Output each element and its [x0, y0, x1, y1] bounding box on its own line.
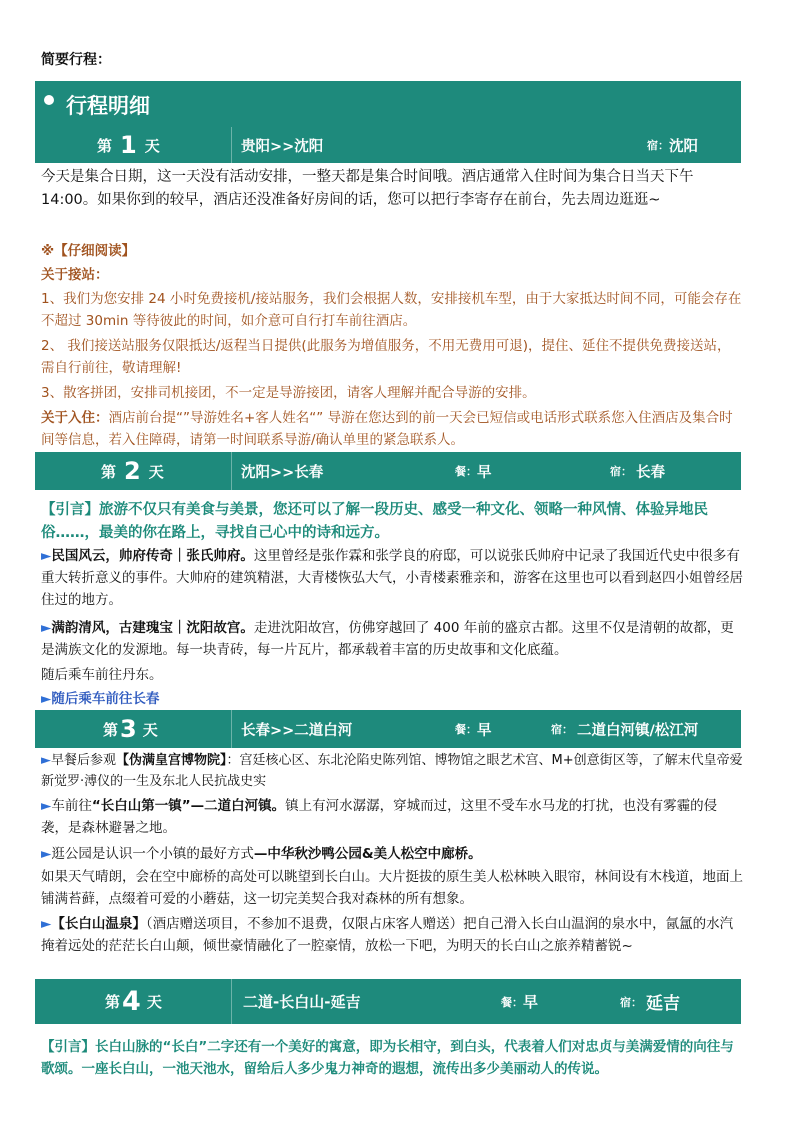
day-meal: 餐： 早: [501, 993, 539, 1011]
triangle-right-icon: ►: [41, 691, 52, 707]
day3-item-3: ►逛公园是认识一个小镇的最好方式—中华秋沙鸭公园&美人松空中廊桥。: [41, 846, 482, 862]
day3-item-2: ►车前往“长白山第一镇”—二道白河镇。镇上有河水潺潺，穿城而过，这里不受车水马龙的打扰，也没有雾霾的侵袭，是森林避暑之地。: [41, 798, 718, 836]
day-label: 第 4 天: [105, 986, 162, 1017]
triangle-right-icon: ►: [41, 753, 51, 768]
day-stay: 宿： 二道白河镇/松江河: [551, 722, 699, 739]
day-4-header: [35, 979, 741, 1024]
day-1-header: [35, 127, 741, 163]
section-title: 行程明细: [66, 94, 150, 118]
day2-spot-2: ►满韵清风，古建瑰宝｜沈阳故宫。走进沈阳故宫，仿佛穿越回了 400 年前的盛京古都。这里不仅是清朝的故都，更是满族文化的发源地。每一块青砖，每一片瓦片，都承载着丰富的历史故事和文化底蕴。: [41, 620, 734, 658]
triangle-right-icon: ►: [41, 916, 52, 932]
day2-spot-1: ►民国风云，帅府传奇｜张氏帅府。这里曾经是张作霖和张学良的府邸，可以说张氏帅府中记录了我国近代史中很多有重大转折意义的事件。大帅府的建筑精湛，大青楼恢弘大气，小青楼素雅亲和，游客在这里也可以看到赵四小姐曾经居住过的地方。: [41, 548, 743, 608]
triangle-right-icon: ►: [41, 798, 52, 814]
day-label: 第 1 天: [97, 131, 160, 159]
day-3-header: [35, 710, 741, 748]
triangle-right-icon: ►: [41, 548, 52, 564]
checkin-info: 关于入住：酒店前台提“”导游姓名+客人姓名“” 导游在您达到的前一天会已短信或电话形式联系您入住酒店及集合时间等信息，若入住障碍，请第一时间联系导游/确认单里的紧急联系人。: [41, 410, 733, 448]
day3-item-4: 如果天气晴朗，会在空中廊桥的高处可以眺望到长白山。大片挺拔的原生美人松林映入眼帘，林间设有木栈道，地面上铺满苔藓，点缀着可爱的小蘑菇，这一切完美契合我对森林的所有想象。: [41, 869, 743, 907]
day-route: 二道-长白山-延吉: [243, 993, 361, 1011]
pickup-item-1: 1、我们为您安排 24 小时免费接机/接站服务，我们会根据人数，安排接机车型，由于大家抵达时间不同，可能会存在不超过 30min 等待彼此的时间，如介意可自行打车前往酒店。: [41, 291, 742, 329]
day3-item-1: ►早餐后参观【伪满皇宫博物院】：宫廷核心区、东北沦陷史陈列馆、博物馆之眼艺术宫、M+创意街区等，了解末代皇帝爱新觉罗·溥仪的一生及东北人民抗战史实: [41, 753, 743, 789]
pickup-item-2: 2、 我们接送站服务仅限抵达/返程当日提供(此服务为增值服务，不用无费用可退)，提住、延住不提供免费接送站，需自行前往，敬请理解!: [41, 338, 731, 376]
day2-transfer: 随后乘车前往丹东。: [41, 667, 163, 683]
day-route: 沈阳>>长春: [241, 464, 324, 481]
day-label: 第 2 天: [101, 457, 164, 485]
section-header: [35, 81, 741, 127]
triangle-right-icon: ►: [41, 620, 52, 636]
pickup-heading: 关于接站：: [41, 267, 109, 283]
overview-title: 简要行程：: [41, 52, 111, 68]
day-meal: 餐： 早: [455, 464, 492, 481]
day-meal: 餐： 早: [455, 722, 492, 739]
day-stay: 宿： 沈阳: [647, 138, 698, 155]
day-label: 第 3 天: [103, 715, 158, 743]
bullet-dot-icon: [44, 95, 54, 105]
pickup-item-3: 3、散客拼团，安排司机接团，不一定是导游接团，请客人理解并配合导游的安排。: [41, 385, 536, 401]
day2-quote: 【引言】旅游不仅只有美食与美景，您还可以了解一段历史、感受一种文化、领略一种风情、体验异地民俗……，最美的你在路上，寻找自己心中的诗和远方。: [41, 502, 708, 541]
triangle-right-icon: ►: [41, 846, 52, 862]
day-route: 贵阳>>沈阳: [241, 138, 324, 155]
day-stay: 宿： 长春: [610, 464, 665, 481]
day-route: 长春>>二道白河: [241, 722, 353, 739]
day3-item-5: ►【长白山温泉】（酒店赠送项目，不参加不退费，仅限占床客人赠送）把自己滑入长白山温润的泉水中，氤氲的水汽掩着远处的茫茫长白山颠，倾世豪情融化了一腔豪情，放松一下吧，为明天的长白山之旅养精蓄锐~: [41, 916, 734, 954]
day-2-header: [35, 452, 741, 490]
day2-next-link[interactable]: ►随后乘车前往长春: [41, 691, 160, 707]
day-stay: 宿： 延吉: [620, 994, 680, 1014]
day4-quote: 【引言】长白山脉的“长白”二字还有一个美好的寓意，即为长相守，到白头，代表着人们对忠贞与美满爱情的向往与歌颂。一座长白山，一池天池水，留给后人多少鬼力神奇的遐想，流传出多少美丽动人的传说。: [41, 1039, 734, 1077]
notice-heading: ※【仔细阅读】: [41, 243, 136, 259]
day1-intro: 今天是集合日期，这一天没有活动安排，一整天都是集合时间哦。酒店通常入住时间为集合日当天下午 14:00。如果你到的较早，酒店还没准备好房间的话，您可以把行李寄存在前台，先去周边逛逛~: [41, 169, 694, 208]
